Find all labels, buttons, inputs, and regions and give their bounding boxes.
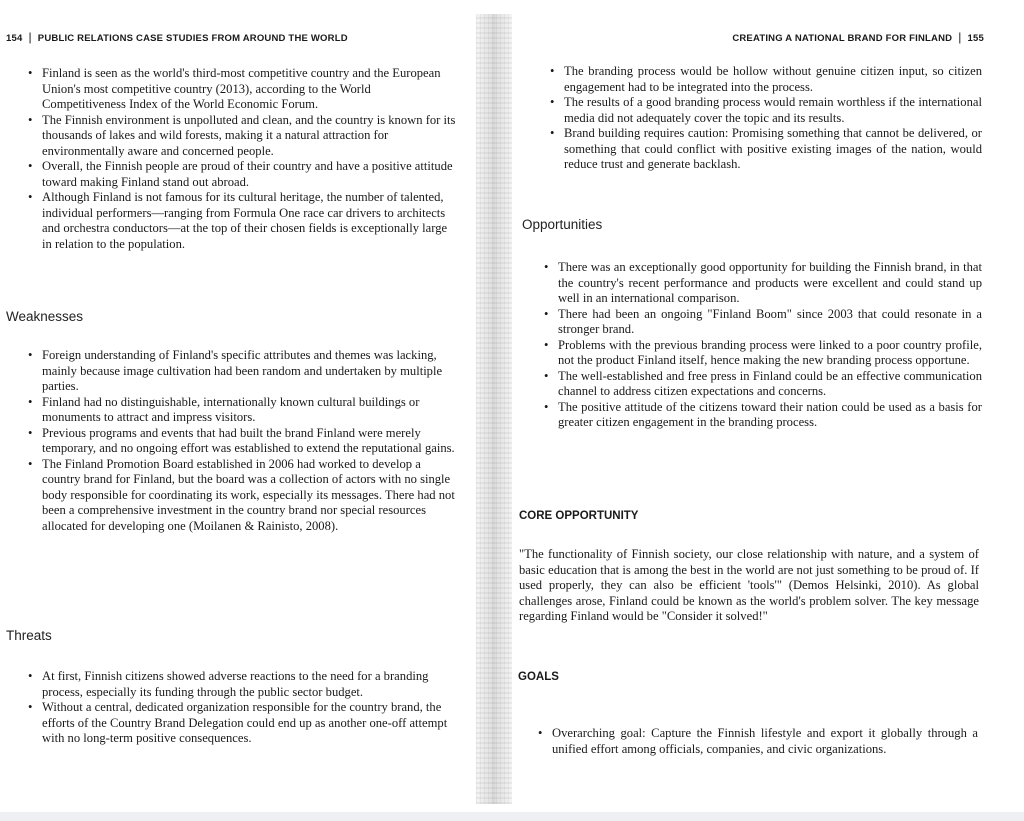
- threats-continued-list: [550, 64, 982, 173]
- core-opportunity-paragraph: "The functionality of Finnish society, our close relationship with nature, and a system of basic education that is among the best in the world are not just something to be proud of. If used properly, they can also be efficient 'tools'" (Demos Helsinki, 2010). As global challenges arose, Finland could be known as the world's problem solver. The key message regarding Finland would be "Consider it solved!": [519, 547, 979, 623]
- header-separator: |: [958, 30, 962, 44]
- right-header-title: CREATING A NATIONAL BRAND FOR FINLAND: [732, 33, 953, 44]
- left-running-head: [6, 30, 348, 44]
- list-item: • The results of a good branding process would remain worthless if the international media did not adequately cover the topic and its results.: [550, 95, 982, 126]
- weaknesses-list: [28, 348, 456, 534]
- right-page: [512, 0, 1024, 812]
- list-item: • The positive attitude of the citizens toward their nation could be used as a basis for greater citizen engagement in the branding process.: [544, 400, 982, 431]
- book-gutter: [476, 14, 512, 804]
- list-item: • Previous programs and events that had built the brand Finland were merely temporary, and no ongoing effort was established to extend the reputational gains.: [28, 426, 456, 457]
- list-item: • The branding process would be hollow without genuine citizen input, so citizen engagement had to be integrated into the process.: [550, 64, 982, 95]
- left-page-number: 154: [6, 33, 23, 44]
- list-item: • The Finland Promotion Board established in 2006 had worked to develop a country brand for Finland, but the board was a collection of actors with no single body responsible for coordinating its work, especially its messages. There had not been a comprehensive investment in the country brand nor special resources allocated for developing one (Moilanen & Rainisto, 2008).: [28, 457, 456, 535]
- right-page-number: 155: [967, 33, 984, 44]
- list-item: • At first, Finnish citizens showed adverse reactions to the need for a branding process, especially its funding through the public sector budget.: [28, 669, 456, 700]
- list-item: • The Finnish environment is unpolluted and clean, and the country is known for its thousands of lakes and wild forests, making it a natural attraction for environmentally aware and concerned people.: [28, 113, 456, 160]
- list-item: • Overall, the Finnish people are proud of their country and have a positive attitude toward making Finland stand out abroad.: [28, 159, 456, 190]
- strengths-list: [28, 66, 456, 252]
- left-page: [0, 0, 476, 812]
- list-item: • The well-established and free press in Finland could be an effective communication channel to address citizen expectations and concerns.: [544, 369, 982, 400]
- opportunities-heading: Opportunities: [522, 217, 603, 232]
- opportunities-list: [544, 260, 982, 431]
- list-item: • There was an exceptionally good opportunity for building the Finnish brand, in that the country's recent performance and products were excellent and could stand up well in an international comparison.: [544, 260, 982, 307]
- goals-list: [538, 726, 978, 757]
- list-item: • Although Finland is not famous for its cultural heritage, the number of talented, individual performers—ranging from Formula One race car drivers to architects and orchestra conductors—at the top of their chosen fields is exceptionally large in relation to the population.: [28, 190, 456, 252]
- list-item: • Overarching goal: Capture the Finnish lifestyle and export it globally through a unified effort among officials, companies, and civic organizations.: [538, 726, 978, 757]
- list-item: • Brand building requires caution: Promising something that cannot be delivered, or something that could conflict with positive existing images of the nation, would reduce trust and generate backlash.: [550, 126, 982, 173]
- left-header-title: PUBLIC RELATIONS CASE STUDIES FROM AROUND THE WORLD: [37, 33, 348, 44]
- threats-list: [28, 669, 456, 747]
- list-item: • Without a central, dedicated organization responsible for the country brand, the efforts of the Country Brand Delegation could end up as another one-off attempt with no long-term positive consequences.: [28, 700, 456, 747]
- weaknesses-heading: Weaknesses: [6, 309, 84, 324]
- threats-heading: Threats: [6, 628, 52, 643]
- list-item: • Problems with the previous branding process were linked to a poor country profile, not the product Finland itself, hence making the new branding process opportune.: [544, 338, 982, 369]
- header-separator: |: [28, 30, 32, 44]
- list-item: • Foreign understanding of Finland's specific attributes and themes was lacking, mainly because image cultivation had been random and undertaken by multiple parties.: [28, 348, 456, 395]
- list-item: • There had been an ongoing "Finland Boom" since 2003 that could resonate in a stronger brand.: [544, 307, 982, 338]
- list-item: • Finland had no distinguishable, internationally known cultural buildings or monuments to attract and impress visitors.: [28, 395, 456, 426]
- goals-heading: GOALS: [518, 671, 559, 683]
- core-opportunity-heading: CORE OPPORTUNITY: [519, 510, 639, 522]
- right-running-head: [732, 30, 984, 44]
- list-item: • Finland is seen as the world's third-most competitive country and the European Union's most competitive country (2013), according to the World Competitiveness Index of the World Economic Forum.: [28, 66, 456, 113]
